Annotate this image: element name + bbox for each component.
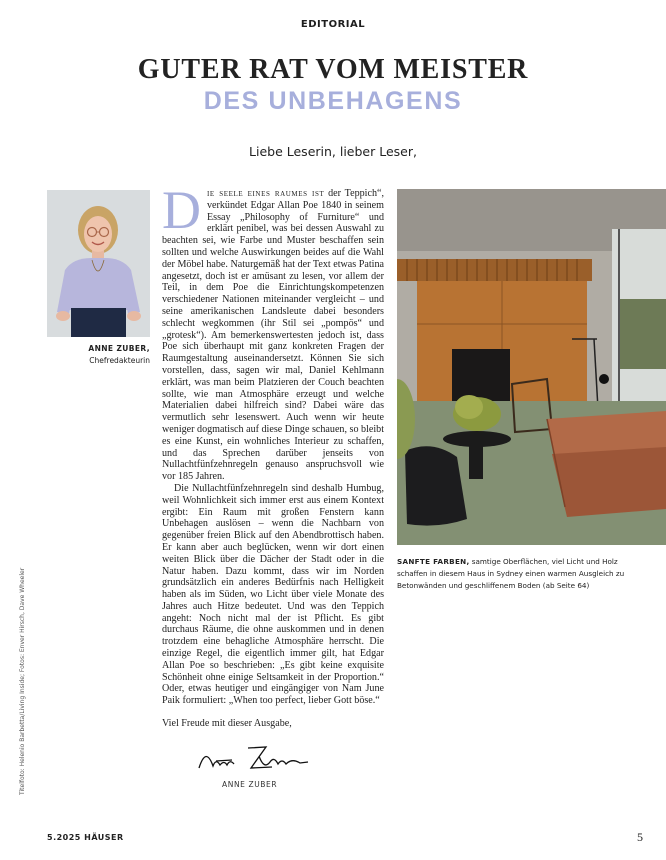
page-number: 5 — [637, 830, 643, 844]
signature-name: ANNE ZUBER — [222, 780, 278, 789]
interior-photo — [397, 189, 666, 545]
photo-caption-text: samtige Oberflächen, viel Licht und Holz schaffen in diesem Haus in Sydney einen warmen Ausgleich zu Betonwänden und geschliffenem Boden (ab Seite 64) — [397, 557, 625, 590]
drop-cap: D — [162, 180, 201, 240]
headline-line-2: DES UNBEHAGENS — [203, 87, 463, 115]
issue-footer: 5.2025 HÄUSER — [47, 833, 124, 842]
signature — [196, 738, 346, 778]
closing-line: Viel Freude mit dieser Ausgabe, — [162, 718, 292, 730]
headline-line-1: GUTER RAT VOM MEISTER — [137, 54, 529, 85]
lead-in: ie seele eines raumes ist — [207, 188, 325, 199]
paragraph-1-text: der Teppich“, verkündet Edgar Allan Poe 1840 in seinem Essay „Philosophy of Furniture“ und erklärt penibel, was bei dessen Auswahl zu beachten sei, wie Farbe und Muster beschaffen sein sollten und welche Auswirkungen beides auf die Wahl der Möbel habe. Naturgemäß hat der Text etwas Patina angesetzt, doch ist er amüsant zu lesen, vor allem der Teil, in dem Poe die Einrichtungskompetenzen verschiedener Nationen miteinander vergleicht – und seine amerikanischen Landsleute dabei besonders schlecht wegkommen (ihr Stil sei „pompös“ und „grotesk“). Am bemerkenswertesten jedoch ist, dass Poe sich überhaupt mit ganz konkreten Fragen der Raumgestaltung auseinandersetzt. Können Sie sich vorstellen, dass, sagen wir mal, Daniel Kehlmann erklärt, was man beim Platzieren der Couch beachten sollte, wie man Atmosphäre erzeugt und welche Materialien dabei hilfreich sind? Dabei wäre das vermutlich sehr lesenswert. Auch wenn wir heute weniger dogmatisch auf diese Dinge schauen, so bleibt es eine Kunst, ein wohnliches Interieur zu schaffen, und das Sprechen darüber jenseits von Nullachtfünfzehnregeln genauso anspruchsvoll wie vor 185 Jahren. — [162, 188, 385, 483]
photo-credit: Titelfoto: Helenio Barbetta/Living Inside; Fotos: Enver Hirsch, Dave Wheeler — [19, 567, 26, 795]
photo-caption-title: SANFTE FARBEN, — [397, 557, 470, 566]
author-name: ANNE ZUBER, — [88, 344, 150, 353]
article-paragraph-1 — [162, 180, 385, 483]
author-caption — [47, 343, 150, 367]
article-body — [162, 180, 385, 730]
photo-caption — [397, 556, 647, 592]
greeting: Liebe Leserin, lieber Leser, — [249, 144, 417, 159]
article-paragraph-2: Die Nullachtfünfzehnregeln sind deshalb Humbug, weil Wohnlichkeit sich immer erst aus einem Kontext ergibt: Ein Raum mit großen Fenstern kann Unbehagen auslösen – wenn die Nachbarn von gegenüber freien Blick auf den Abendbrottisch haben. Er kann aber auch beglücken, wenn wir dort einen weiten Blick über die Dächer der Stadt oder in die Natur haben. Dazu kommt, dass wir im Norden grundsätzlich ein anderes Bedürfnis nach Helligkeit haben als im Süden, wo Licht über viele Monate des Jahres auch Hitze bedeutet. Und was den Teppich angeht: Noch nicht mal der ist Pflicht. Es gibt durchaus Räume, die ohne auskommen und in denen trotzdem eine behagliche Atmosphäre herrscht. Die einzige Regel, die eigentlich immer gilt, hat Edgar Allan Poe so beschrieben: „Es gibt keine exquisite Schönheit ohne einige Seltsamkeit in der Proportion.“ Oder, etwas heutiger und eingängiger von Nam June Paik formuliert: „When too perfect, lieber Gott böse.“ — [162, 482, 384, 707]
author-role: Chefredakteurin — [89, 356, 150, 365]
author-portrait — [47, 190, 150, 337]
section-label: EDITORIAL — [300, 19, 366, 30]
